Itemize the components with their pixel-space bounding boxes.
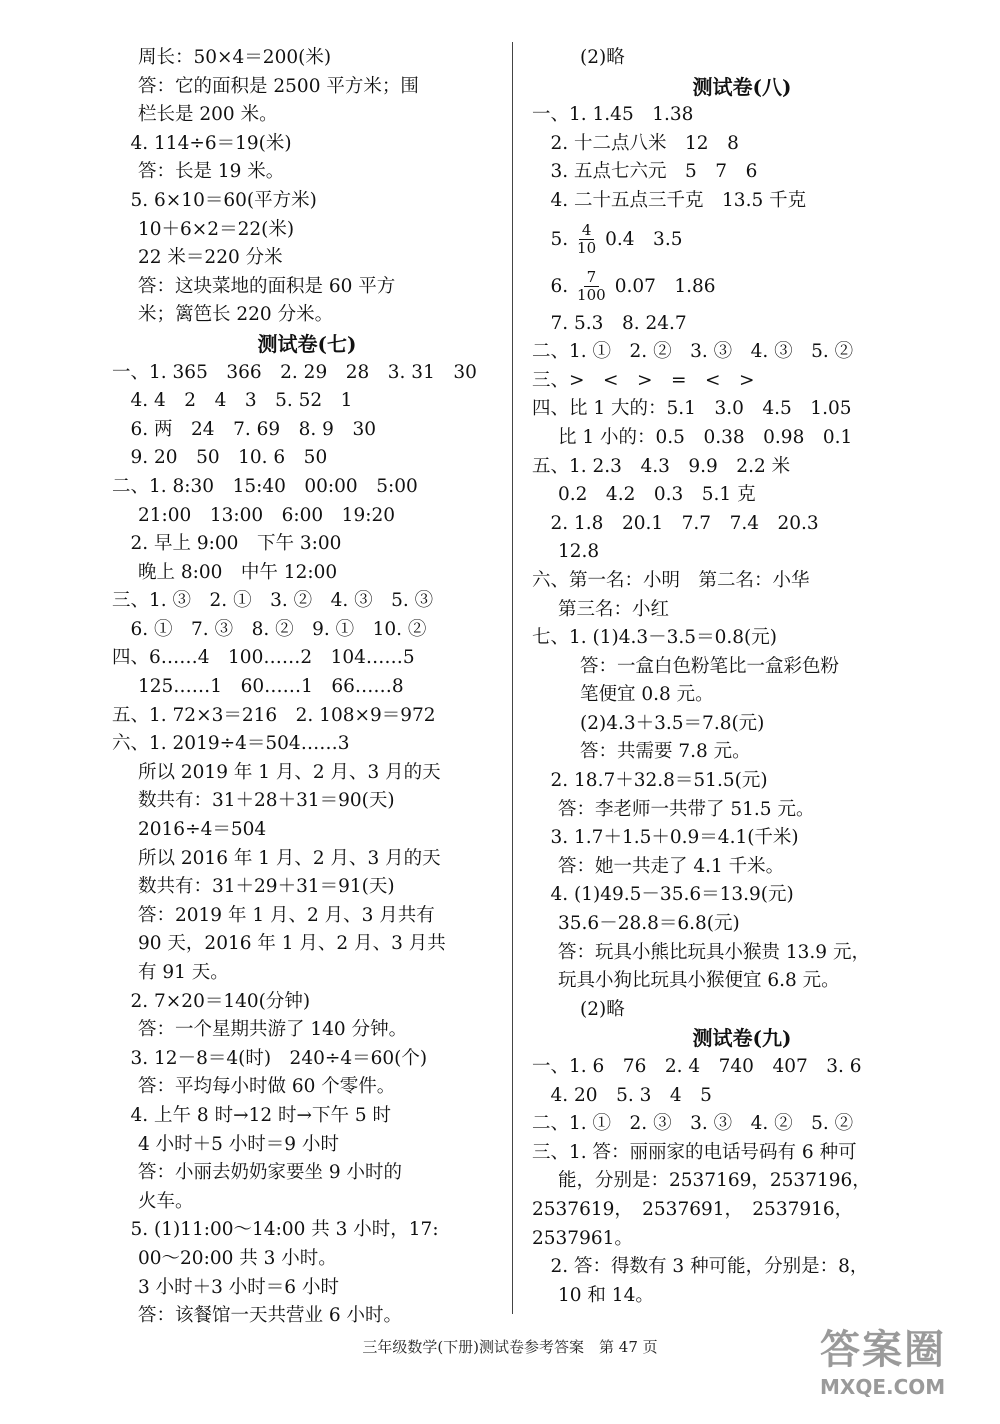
answer-line: 答：玩具小熊比玩具小猴贵 13.9 元，	[558, 941, 870, 963]
answer-line: 玩具小狗比玩具小猴便宜 6.8 元。	[558, 970, 840, 992]
answer-line: 三、> < > = < >	[532, 369, 755, 391]
answer-line: 90 天，2016 年 1 月、2 月、3 月共	[138, 933, 446, 955]
answer-line: 2016÷4＝504	[138, 819, 267, 841]
page-footer: 三年级数学(下册)测试卷参考答案 第 47 页	[362, 1338, 658, 1356]
fraction-numerator: 7	[584, 269, 600, 287]
answer-line: 第三名：小红	[558, 598, 670, 620]
answer-line: 4. 20 5. 3 4 5	[532, 1084, 712, 1106]
answer-line: 答：该餐馆一天共营业 6 小时。	[138, 1305, 403, 1327]
section-title: 测试卷(八)	[692, 74, 792, 99]
answer-line: 3 小时＋3 小时＝6 小时	[138, 1276, 339, 1298]
answer-line: 二、1. ① 2. ② 3. ③ 4. ③ 5. ②	[532, 341, 854, 363]
answer-line: 米；篱笆长 220 分米。	[138, 304, 334, 326]
answer-line: (2)4.3＋3.5＝7.8(元)	[580, 712, 765, 734]
fraction-denominator: 100	[577, 286, 606, 305]
answer-line: 火车。	[138, 1190, 194, 1212]
answer-line: 答：一个星期共游了 140 分钟。	[138, 1019, 408, 1041]
answer-line: 5. 6×10＝60(平方米)	[112, 189, 317, 211]
answer-line	[532, 216, 952, 263]
answer-line: 4. 4 2 4 3 5. 52 1	[112, 390, 353, 412]
answer-line: 答：一盒白色粉笔比一盒彩色粉	[580, 655, 840, 677]
answer-line: 能，分别是：2537169，2537196，	[558, 1170, 871, 1192]
section-title: 测试卷(九)	[692, 1026, 792, 1051]
answer-line: 七、1. (1)4.3－3.5＝0.8(元)	[532, 627, 777, 649]
answer-line: 12.8	[558, 541, 600, 563]
answer-line: 晚上 8:00 中午 12:00	[138, 561, 338, 583]
answer-line: 一、1. 365 366 2. 29 28 3. 31 30	[112, 361, 477, 383]
answer-line: 2. 1.8 20.1 7.7 7.4 20.3	[532, 512, 819, 534]
answer-line: 9. 20 50 10. 6 50	[112, 447, 328, 469]
fraction	[574, 222, 599, 257]
answer-line	[532, 263, 952, 310]
answer-line: 4. (1)49.5－35.6＝13.9(元)	[532, 884, 794, 906]
answer-line: 栏长是 200 米。	[138, 104, 278, 126]
answer-line: 00～20:00 共 3 小时。	[138, 1247, 337, 1269]
answer-line: 笔便宜 0.8 元。	[580, 684, 714, 706]
answer-prefix: 6.	[532, 275, 575, 297]
left-column	[112, 44, 502, 1331]
answer-line: 2537961。	[532, 1227, 633, 1249]
answer-line: 答：长是 19 米。	[138, 161, 285, 183]
answer-line: 5. (1)11:00～14:00 共 3 小时，17:	[112, 1219, 439, 1241]
answer-line: 2. 早上 9:00 下午 3:00	[112, 533, 342, 555]
answer-line: 4 小时＋5 小时＝9 小时	[138, 1133, 339, 1155]
answer-line: 数共有：31＋29＋31＝91(天)	[138, 876, 395, 898]
answer-line: 2. 十二点八米 12 8	[532, 132, 739, 154]
watermark-text: 答案圈	[820, 1327, 946, 1373]
section-title: 测试卷(七)	[257, 331, 357, 356]
answer-line: (2)略	[580, 47, 625, 68]
answer-line: 答：小丽去奶奶家要坐 9 小时的	[138, 1162, 403, 1184]
answer-suffix: 0.4 3.5	[605, 228, 683, 250]
answer-line: 4. 上午 8 时→12 时→下午 5 时	[112, 1104, 392, 1126]
answer-line: 答：2019 年 1 月、2 月、3 月共有	[138, 904, 435, 926]
answer-line: 五、1. 72×3＝216 2. 108×9＝972	[112, 704, 436, 726]
answer-line: 六、1. 2019÷4＝504……3	[112, 733, 350, 755]
fraction-numerator: 4	[579, 222, 595, 240]
answer-line: 三、1. 答：丽丽家的电话号码有 6 种可	[532, 1141, 857, 1163]
answer-line: 2. 18.7＋32.8＝51.5(元)	[532, 770, 768, 792]
answer-line: 10 和 14。	[558, 1284, 654, 1306]
watermark-url: MXQE.COM	[820, 1375, 946, 1399]
answer-line: 4. 二十五点三千克 13.5 千克	[532, 189, 807, 211]
right-column	[532, 44, 952, 1310]
answer-line: 125……1 60……1 66……8	[138, 676, 404, 698]
fraction	[574, 269, 609, 304]
answer-line: 有 91 天。	[138, 962, 229, 983]
answer-line: 二、1. 8:30 15:40 00:00 5:00	[112, 475, 418, 497]
answer-line: 3. 五点七六元 5 7 6	[532, 161, 758, 183]
answer-line: 比 1 小的：0.5 0.38 0.98 0.1	[558, 426, 853, 448]
answer-line: 2. 7×20＝140(分钟)	[112, 990, 311, 1012]
answer-line: 四、6……4 100……2 104……5	[112, 647, 415, 669]
answer-line: 答：李老师一共带了 51.5 元。	[558, 798, 815, 820]
answer-line: 答：共需要 7.8 元。	[580, 741, 751, 763]
answer-line: 22 米＝220 分米	[138, 247, 283, 269]
answer-prefix: 5.	[532, 228, 575, 250]
answer-line: 21:00 13:00 6:00 19:20	[138, 504, 395, 526]
answer-line: 10＋6×2＝22(米)	[138, 218, 295, 240]
answer-line: 四、比 1 大的：5.1 3.0 4.5 1.05	[532, 398, 852, 420]
answer-line: 3. 1.7＋1.5＋0.9＝4.1(千米)	[532, 827, 799, 849]
answer-line: 所以 2016 年 1 月、2 月、3 月的天	[138, 847, 441, 869]
answer-line: 数共有：31＋28＋31＝90(天)	[138, 790, 395, 812]
answer-line: 6. 两 24 7. 69 8. 9 30	[112, 418, 376, 440]
answer-line: 2. 答：得数有 3 种可能，分别是：8，	[532, 1256, 869, 1278]
answer-line: 6. ① 7. ③ 8. ② 9. ① 10. ②	[112, 618, 427, 640]
answer-line: 二、1. ① 2. ③ 3. ③ 4. ② 5. ②	[532, 1113, 854, 1135]
answer-line: 六、第一名：小明 第二名：小华	[532, 569, 810, 591]
answer-line: 3. 12－8＝4(时) 240÷4＝60(个)	[112, 1047, 428, 1069]
answer-line: 五、1. 2.3 4.3 9.9 2.2 米	[532, 455, 791, 477]
answer-line: (2)略	[580, 998, 625, 1020]
answer-line: 2537619， 2537691， 2537916，	[532, 1198, 854, 1220]
answer-line: 答：她一共走了 4.1 千米。	[558, 855, 785, 877]
watermark-logo	[820, 1318, 990, 1418]
answer-line: 三、1. ③ 2. ① 3. ② 4. ③ 5. ③	[112, 590, 434, 612]
answer-line: 35.6－28.8＝6.8(元)	[558, 913, 740, 935]
answer-line: 一、1. 1.45 1.38	[532, 104, 694, 126]
fraction-denominator: 10	[577, 239, 597, 258]
column-divider	[512, 42, 513, 1314]
answer-line: 答：平均每小时做 60 个零件。	[138, 1076, 396, 1098]
answer-line: 4. 114÷6＝19(米)	[112, 132, 292, 154]
answer-line: 答：这块菜地的面积是 60 平方	[138, 275, 396, 297]
answer-line: 答：它的面积是 2500 平方米；围	[138, 75, 419, 97]
answer-line: 周长：50×4＝200(米)	[138, 47, 332, 68]
answer-line: 0.2 4.2 0.3 5.1 克	[558, 484, 756, 506]
answer-line: 所以 2019 年 1 月、2 月、3 月的天	[138, 761, 441, 783]
answer-suffix: 0.07 1.86	[614, 275, 716, 297]
answer-line: 7. 5.3 8. 24.7	[532, 312, 687, 334]
answer-line: 一、1. 6 76 2. 4 740 407 3. 6	[532, 1056, 862, 1077]
